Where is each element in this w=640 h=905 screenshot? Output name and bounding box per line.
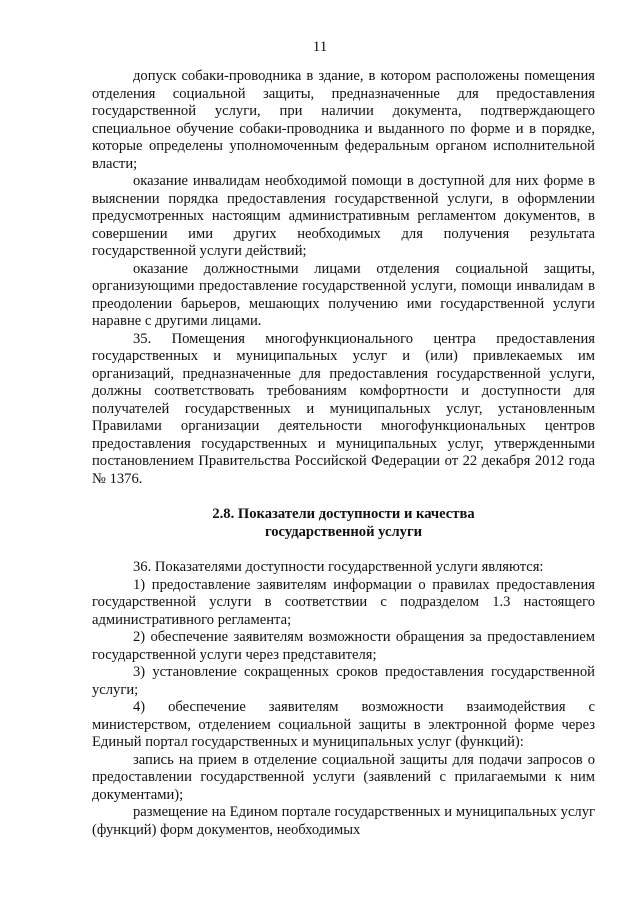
paragraph-guide-dog: допуск собаки-проводника в здание, в котором расположены помещения отделения социальной защиты, предназначенные для предоставления государственной услуги, при наличии документа, подтверждающего специальное обучение собаки-проводника и выданного по форме и в порядке, которые определены уполномоченным федеральным органом исполнительной власти; bbox=[92, 68, 595, 172]
section-heading bbox=[92, 506, 595, 541]
sub-item-forms: размещение на Едином портале государственных и муниципальных услуг (функций) форм документов, необходимых bbox=[92, 804, 595, 838]
section-heading-line-1: 2.8. Показатели доступности и качества bbox=[212, 506, 475, 522]
list-item-4: 4) обеспечение заявителям возможности взаимодействия с министерством, отделением социальной защиты в электронной форме через Единый портал государственных и муниципальных услуг (функций): bbox=[92, 699, 595, 750]
sub-item-appointment: запись на прием в отделение социальной защиты для подачи запросов о предоставлении государственной услуги (заявлений с прилагаемыми к ним документами); bbox=[92, 751, 595, 803]
section-heading-line-2: государственной услуги bbox=[264, 523, 423, 540]
page-number: 11 bbox=[312, 39, 328, 55]
list-item-3: 3) установление сокращенных сроков предоставления государственной услуги; bbox=[92, 664, 595, 698]
paragraph-35: 35. Помещения многофункционального центра предоставления государственных и муниципальных услуг и (или) привлекаемых им организаций, предназначенные для предоставления государственной услуги, должны соответствовать требованиям комфортности и доступности для получателей государственных и муниципальных услуг, установленным Правилами организации деятельности многофункциональных центров предоставления государственных и муниципальных услуг, утвержденными постановлением Правительства Российской Федерации от 22 декабря 2012 года № 1376. bbox=[92, 330, 595, 487]
paragraph-assistance: оказание инвалидам необходимой помощи в доступной для них форме в выяснении порядка предоставления государственной услуги, в оформлении предусмотренных настоящим административным регламентом документов, в совершении ими других необходимых для получения результата государственной услуги действий; bbox=[92, 173, 595, 259]
document-body bbox=[92, 68, 595, 839]
list-item-2: 2) обеспечение заявителям возможности обращения за предоставлением государственной услуги через представителя; bbox=[92, 629, 595, 663]
paragraph-36: 36. Показателями доступности государственной услуги являются: bbox=[133, 559, 544, 575]
list-item-1: 1) предоставление заявителям информации о правилах предоставления государственной услуги в соответствии с подразделом 1.3 настоящего административного регламента; bbox=[92, 576, 595, 628]
paragraph-officials-help: оказание должностными лицами отделения социальной защиты, организующими предоставление государственной услуги, помощи инвалидам в преодолении барьеров, мешающих получению ими государственной услуги наравне с другими лицами. bbox=[92, 260, 595, 329]
